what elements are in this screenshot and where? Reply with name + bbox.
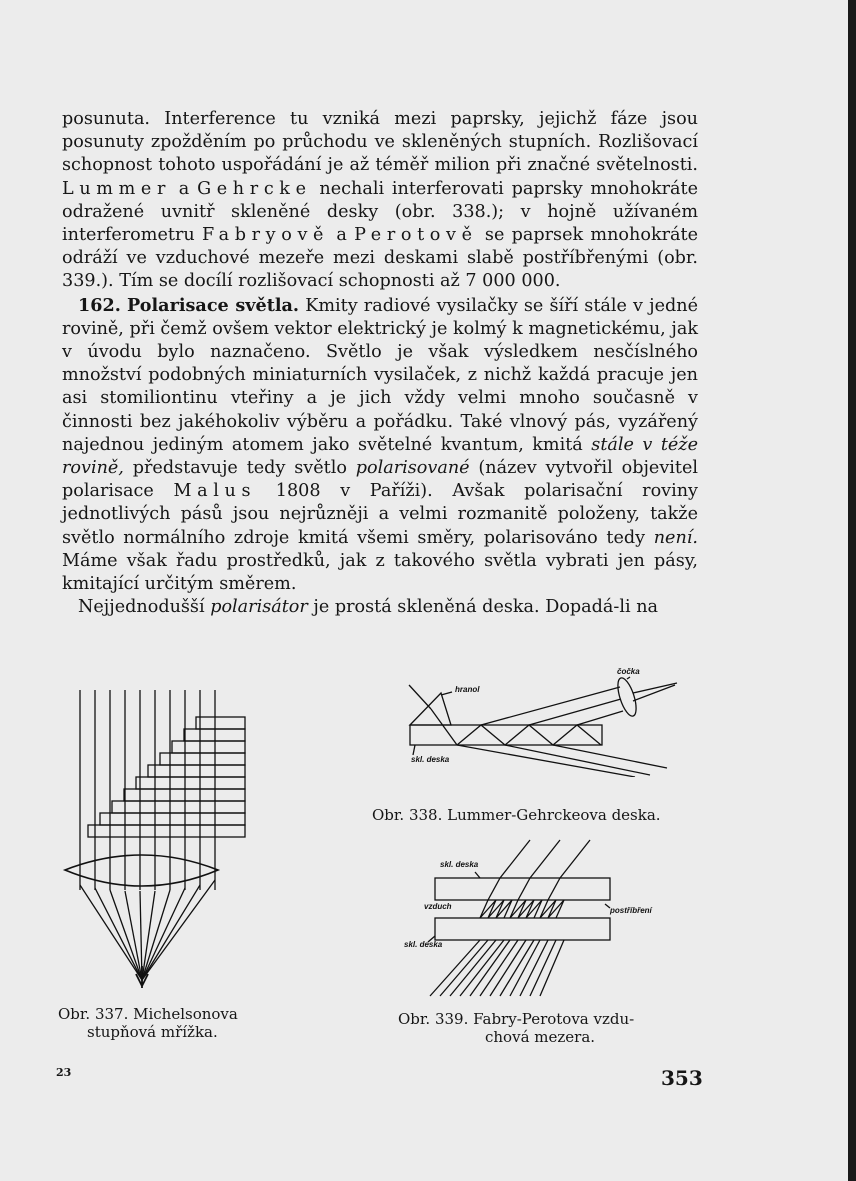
section-title: Polarisace světla.	[127, 294, 300, 316]
paragraph-1: posunuta. Interference tu vzniká mezi paprsky, jejichž fáze jsou posunuty zpožděním po průchodu ve skleněných stupních. Rozlišovací schopnost tohoto uspořádání je až téměř milion při značné světelnosti. Lummer a Gehrcke nechali interferovati paprsky mnohokráte odražené uvnitř skleněné desky (obr. 338.); v hojně užívaném interferometru Fabryově a Perotově se paprsek mnohokráte odráží ve vzduchové mezeře mezi deskami slabě postříbřenými (obr. 339.). Tím se docílí rozlišovací schopnosti až 7 000 000.	[62, 109, 698, 292]
author-name-perot: Perotově	[354, 225, 478, 246]
echelon-diagram	[60, 690, 260, 990]
figure-339-fabry-perot	[400, 838, 700, 1003]
page-number: 353	[661, 1066, 703, 1090]
label-glass-plate: skl. deska	[411, 755, 450, 764]
figure-338-caption: Obr. 338. Lummer-Gehrckeova deska.	[372, 806, 661, 824]
author-name-lummer: Lummer	[62, 178, 171, 199]
paragraph-2: 162. Polarisace světla. Kmity radiové vysilačky se šíří stále v jedné rovině, při čemž ovšem vektor elektrický je kolmý k magnetickému, jak v úvodu bylo naznačeno. Světlo je však výsledkem nesčíslného množství podobných miniaturních vysilaček, z nichž každá pracuje jen asi stomiliontinu vteřiny a je jich vždy velmi mnoho současně v činnosti bez jakéhokoliv výběru a pořádku. Také vlnový pás, vyzářený najednou jediným atomem jako světelné kvantum, kmitá stále v téže rovině, představuje tedy světlo polarisované (název vytvořil objevitel polarisace Malus 1808 v Paříži). Avšak polarisační roviny jednotlivých pásů jsou nejrůzněji a velmi rozmanitě položeny, takže světlo normálního zdroje kmitá všemi směry, polarisováno tedy není. Máme však řadu prostředků, jak z takového světla vybrati jen pásy, kmitající určitým směrem.	[62, 294, 698, 595]
figure-339-caption-line-1: Obr. 339. Fabry-Perotova vzdu-	[398, 1010, 635, 1028]
printer-signature: 23	[56, 1066, 72, 1079]
figure-337-caption-line-2: stupňová mřížka.	[87, 1023, 218, 1041]
label-glass-plate-top: skl. deska	[440, 860, 479, 869]
figure-337-caption	[58, 1005, 298, 1041]
figure-339-caption	[398, 1010, 698, 1046]
author-name-fabry: Fabryově	[201, 225, 330, 246]
author-name-malus: Malus	[173, 481, 257, 502]
figure-339-caption-line-2: chová mezera.	[485, 1028, 596, 1046]
label-air-gap: vzduch	[424, 902, 452, 911]
page-edge	[848, 0, 856, 1181]
body-text	[62, 108, 698, 619]
section-number: 162.	[78, 294, 121, 316]
label-silvering: postříbření	[610, 906, 652, 915]
label-lens: čočka	[617, 667, 640, 676]
figure-337-echelon	[60, 690, 260, 990]
label-prism: hranol	[455, 685, 480, 694]
figure-338-lummer-gehrcke	[405, 665, 690, 777]
author-name-gehrcke: Gehrcke	[197, 178, 312, 199]
label-glass-plate-bottom: skl. deska	[404, 940, 443, 949]
paragraph-3: Nejjednodušší polarisátor je prostá skleněná deska. Dopadá-li na	[78, 597, 659, 618]
figure-337-caption-line-1: Obr. 337. Michelsonova	[58, 1005, 238, 1023]
